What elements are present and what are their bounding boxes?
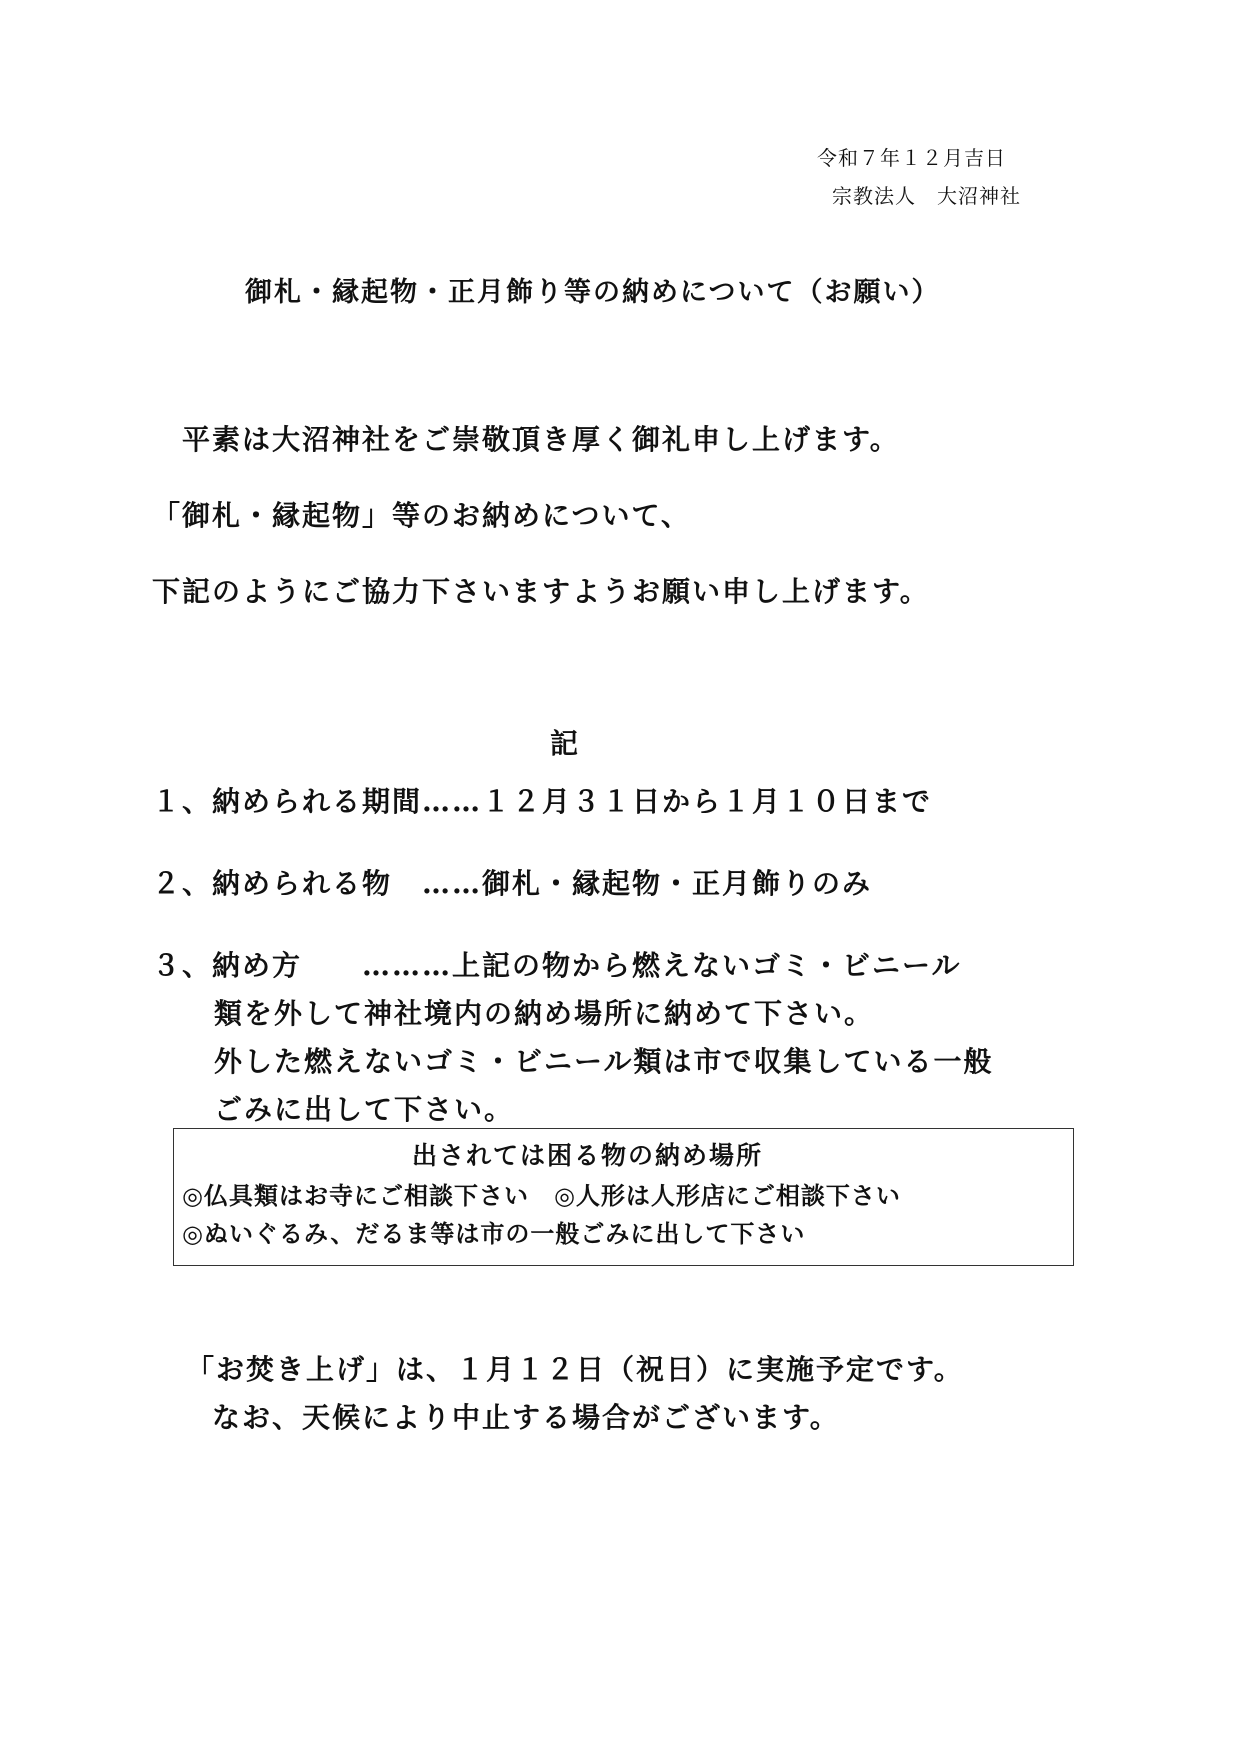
item-method-line-4: ごみに出して下さい。 — [214, 1093, 515, 1126]
document-date: 令和７年１２月吉日 — [817, 146, 1006, 170]
ki-heading: 記 — [550, 727, 579, 760]
document-title: 御札・縁起物・正月飾り等の納めについて（お願い） — [245, 277, 941, 308]
weather-notice: なお、天候により中止する場合がございます。 — [212, 1401, 840, 1434]
greeting-line-3: 下記のようにご協力下さいますようお願い申し上げます。 — [152, 575, 930, 608]
otakiage-schedule: 「お焚き上げ」は、１月１２日（祝日）に実施予定です。 — [186, 1353, 964, 1386]
notice-box-title: 出されては困る物の納め場所 — [412, 1141, 764, 1170]
item-method-line-3: 外した燃えないゴミ・ビニール類は市で収集している一般 — [214, 1045, 994, 1078]
greeting-line-1: 平素は大沼神社をご崇敬頂き厚く御礼申し上げます。 — [182, 423, 900, 456]
issuing-organization: 宗教法人 大沼神社 — [832, 184, 1021, 208]
item-method-line-1: ３、納め方 ………上記の物から燃えないゴミ・ビニール — [152, 949, 962, 982]
item-accepted-objects: ２、納められる物 ……御札・縁起物・正月飾りのみ — [152, 867, 873, 900]
notice-box-line-2: ◎ぬいぐるみ、だるま等は市の一般ごみに出して下さい — [182, 1219, 806, 1248]
item-method-line-2: 類を外して神社境内の納め場所に納めて下さい。 — [214, 997, 875, 1030]
greeting-line-2: 「御札・縁起物」等のお納めについて、 — [152, 499, 691, 532]
notice-box-line-1: ◎仏具類はお寺にご相談下さい ◎人形は人形店にご相談下さい — [182, 1181, 901, 1210]
item-period: １、納められる期間……１２月３１日から１月１０日まで — [152, 785, 933, 818]
